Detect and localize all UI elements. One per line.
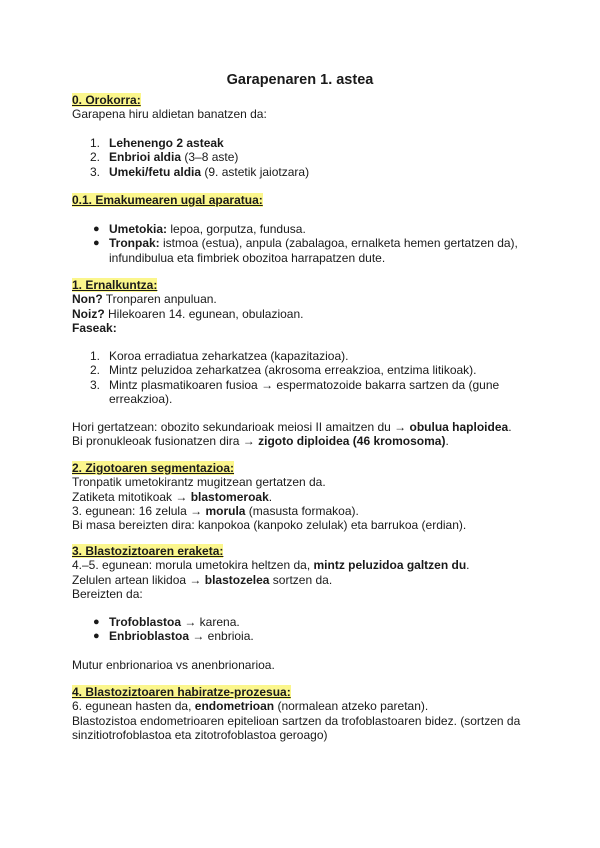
paragraph: Tronpatik umetokirantz mugitzean gertatzen da. bbox=[72, 475, 326, 490]
paragraph: Noiz? Hilekoaren 14. egunean, obulazioan. bbox=[72, 306, 304, 321]
bullet-icon: ● bbox=[93, 630, 100, 643]
paragraph: 4.–5. egunean: morula umetokira heltzen da, mintz peluzidoa galtzen du. bbox=[72, 558, 470, 573]
paragraph-block bbox=[72, 658, 542, 672]
section-orokorra bbox=[72, 93, 542, 122]
paragraph: Zatiketa mitotikoak → blastomeroak. bbox=[72, 489, 273, 504]
paragraph: Zelulen artean likidoa → blastozelea sortzen da. bbox=[72, 572, 333, 587]
paragraph-block bbox=[72, 420, 542, 449]
paragraph: 6. egunean hasten da, endometrioan (normalean atzeko paretan). bbox=[72, 699, 429, 714]
bullet-list bbox=[72, 615, 542, 644]
list-item: 1. Koroa erradiatua zeharkatzea (kapazitazioa). bbox=[90, 349, 349, 363]
paragraph: 3. egunean: 16 zelula → morula (masusta formakoa). bbox=[72, 503, 359, 518]
paragraph: Non? Tronparen anpuluan. bbox=[72, 292, 217, 307]
list-item: 1. Lehenengo 2 asteak bbox=[90, 136, 224, 150]
paragraph: Mutur enbrionarioa vs anenbrionarioa. bbox=[72, 658, 275, 672]
list-item: ● Tronpak: istmoa (estua), anpula (zabalagoa, ernalketa hemen gertatzen da), infundibulua eta fimbriek obozitoa harrapatzen dute. bbox=[93, 236, 518, 265]
numbered-list bbox=[72, 349, 542, 406]
section-ernalkuntza bbox=[72, 278, 542, 335]
bullet-icon: ● bbox=[93, 616, 100, 628]
paragraph: Bereizten da: bbox=[72, 586, 143, 601]
paragraph: Bi masa bereizten dira: kanpokoa (kanpoko zelulak) eta barrukoa (erdian). bbox=[72, 518, 467, 533]
section-heading: 4. Blastoziztoaren habiratze-prozesua: bbox=[72, 685, 291, 699]
section-heading: 2. Zigotoaren segmentazioa: bbox=[72, 461, 235, 475]
list-item: ● Enbrioblastoa → enbrioia. bbox=[93, 629, 254, 644]
paragraph: Garapena hiru aldietan banatzen da: bbox=[72, 107, 267, 122]
bullet-list bbox=[72, 222, 542, 265]
paragraph: Faseak: bbox=[72, 320, 117, 335]
paragraph: Bi pronukleoak fusionatzen dira → zigoto diploidea (46 kromosoma). bbox=[72, 434, 449, 449]
page-title: Garapenaren 1. astea bbox=[226, 72, 374, 88]
bullet-icon: ● bbox=[93, 223, 100, 235]
section-segmentazioa bbox=[72, 461, 542, 532]
list-item: ● Umetokia: lepoa, gorputza, fundusa. bbox=[93, 222, 306, 236]
section-blastoziztoa-eraketa bbox=[72, 544, 542, 601]
numbered-list bbox=[72, 136, 542, 179]
section-heading: 0. Orokorra: bbox=[72, 93, 141, 107]
list-item: 3. Umeki/fetu aldia (9. astetik jaiotzara) bbox=[90, 164, 310, 179]
section-heading: 0.1. Emakumearen ugal aparatua: bbox=[72, 193, 263, 207]
list-item: 2. Mintz peluzidoa zeharkatzea (akrosoma erreakzioa, entzima litikoak). bbox=[90, 363, 477, 378]
bullet-icon: ● bbox=[93, 237, 100, 250]
list-item: 3. Mintz plasmatikoaren fusioa → espermatozoide bakarra sartzen da (gune erreakzioa). bbox=[90, 377, 500, 406]
section-ugal-aparatua bbox=[72, 193, 542, 207]
section-heading: 1. Ernalkuntza: bbox=[72, 278, 158, 292]
paragraph: Blastozistoa endometrioaren epitelioan sartzen da trofoblastoaren bidez. (sortzen da sinzitiotrofoblastoa eta zitotrofoblastoa geroago) bbox=[72, 713, 521, 742]
section-habiratze-prozesua bbox=[72, 685, 542, 742]
section-heading: 3. Blastoziztoaren eraketa: bbox=[72, 544, 224, 558]
paragraph: Hori gertatzean: obozito sekundarioak meiosi II amaitzen du → obulua haploidea. bbox=[72, 420, 512, 434]
list-item: 2. Enbrioi aldia (3–8 aste) bbox=[90, 150, 239, 165]
list-item: ● Trofoblastoa → karena. bbox=[93, 615, 240, 629]
